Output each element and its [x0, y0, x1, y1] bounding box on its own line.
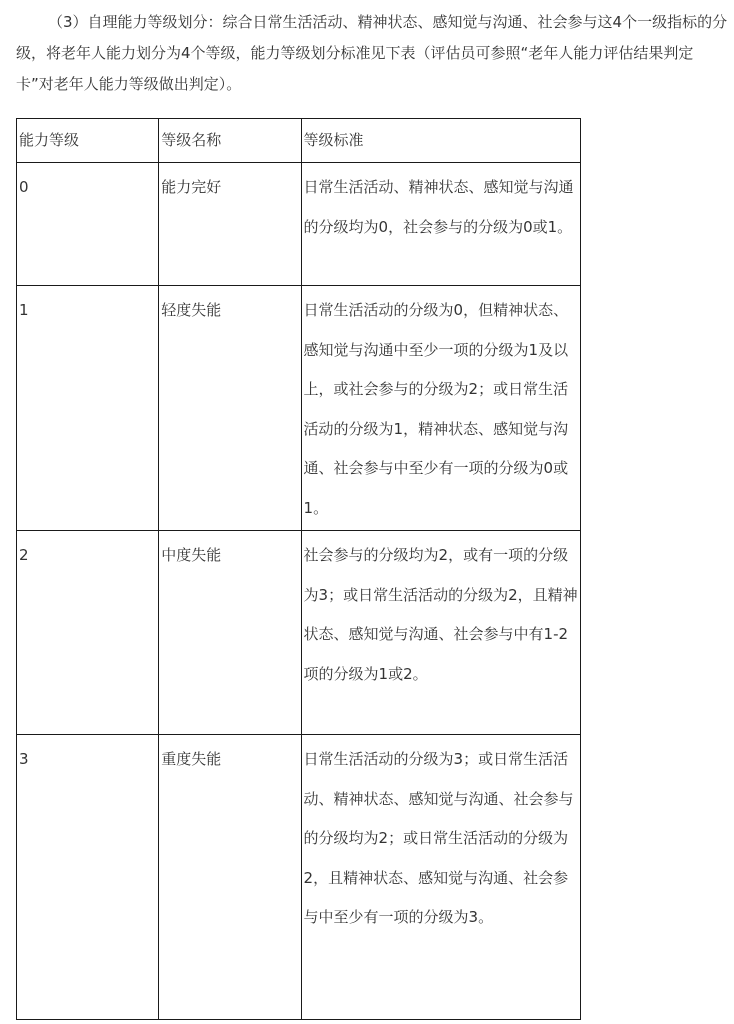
level-text: 1 — [19, 301, 29, 319]
level-cell — [17, 286, 159, 531]
table-row — [17, 286, 581, 531]
table-row — [17, 531, 581, 735]
name-text: 重度失能 — [161, 750, 222, 768]
name-text: 中度失能 — [161, 546, 222, 564]
name-text: 轻度失能 — [161, 301, 222, 319]
header-level-text: 能力等级 — [19, 131, 80, 149]
header-standard-text: 等级标准 — [303, 131, 364, 149]
header-cell-standard — [301, 119, 580, 163]
level-cell — [17, 163, 159, 286]
standard-text: 社会参与的分级均为2，或有一项的分级为3；或日常生活活动的分级为2，且精神状态、感知觉与沟通、社会参与中有1-2项的分级为1或2。 — [303, 546, 578, 683]
standard-cell — [301, 531, 580, 735]
table-header-row — [17, 119, 581, 163]
standard-cell — [301, 163, 580, 286]
level-cell — [17, 531, 159, 735]
intro-paragraph: （3）自理能力等级划分：综合日常生活活动、精神状态、感知觉与沟通、社会参与这4个一级指标的分级，将老年人能力划分为4个等级，能力等级划分标准见下表（评估员可参照“老年人能力评估结果判定卡”对老年人能力等级做出判定）。 — [16, 13, 728, 93]
name-cell — [159, 163, 301, 286]
name-cell — [159, 531, 301, 735]
level-text: 3 — [19, 750, 29, 768]
level-text: 2 — [19, 546, 29, 564]
table-row — [17, 735, 581, 1020]
header-cell-level — [17, 119, 159, 163]
name-cell — [159, 286, 301, 531]
standard-text: 日常生活活动、精神状态、感知觉与沟通的分级均为0，社会参与的分级为0或1。 — [303, 178, 574, 236]
name-cell — [159, 735, 301, 1020]
standard-cell — [301, 286, 580, 531]
table-row — [17, 163, 581, 286]
standard-cell — [301, 735, 580, 1020]
header-name-text: 等级名称 — [161, 131, 222, 149]
standard-text: 日常生活活动的分级为0，但精神状态、感知觉与沟通中至少一项的分级为1及以上，或社会参与的分级为2；或日常生活活动的分级为1，精神状态、感知觉与沟通、社会参与中至少有一项的分级为0或1。 — [303, 301, 569, 517]
name-text: 能力完好 — [161, 178, 222, 196]
header-cell-name — [159, 119, 301, 163]
ability-grade-table — [16, 118, 581, 1020]
level-cell — [17, 735, 159, 1020]
standard-text: 日常生活活动的分级为3；或日常生活活动、精神状态、感知觉与沟通、社会参与的分级均为2；或日常生活活动的分级为2，且精神状态、感知觉与沟通、社会参与中至少有一项的分级为3。 — [303, 750, 574, 926]
level-text: 0 — [19, 178, 29, 196]
